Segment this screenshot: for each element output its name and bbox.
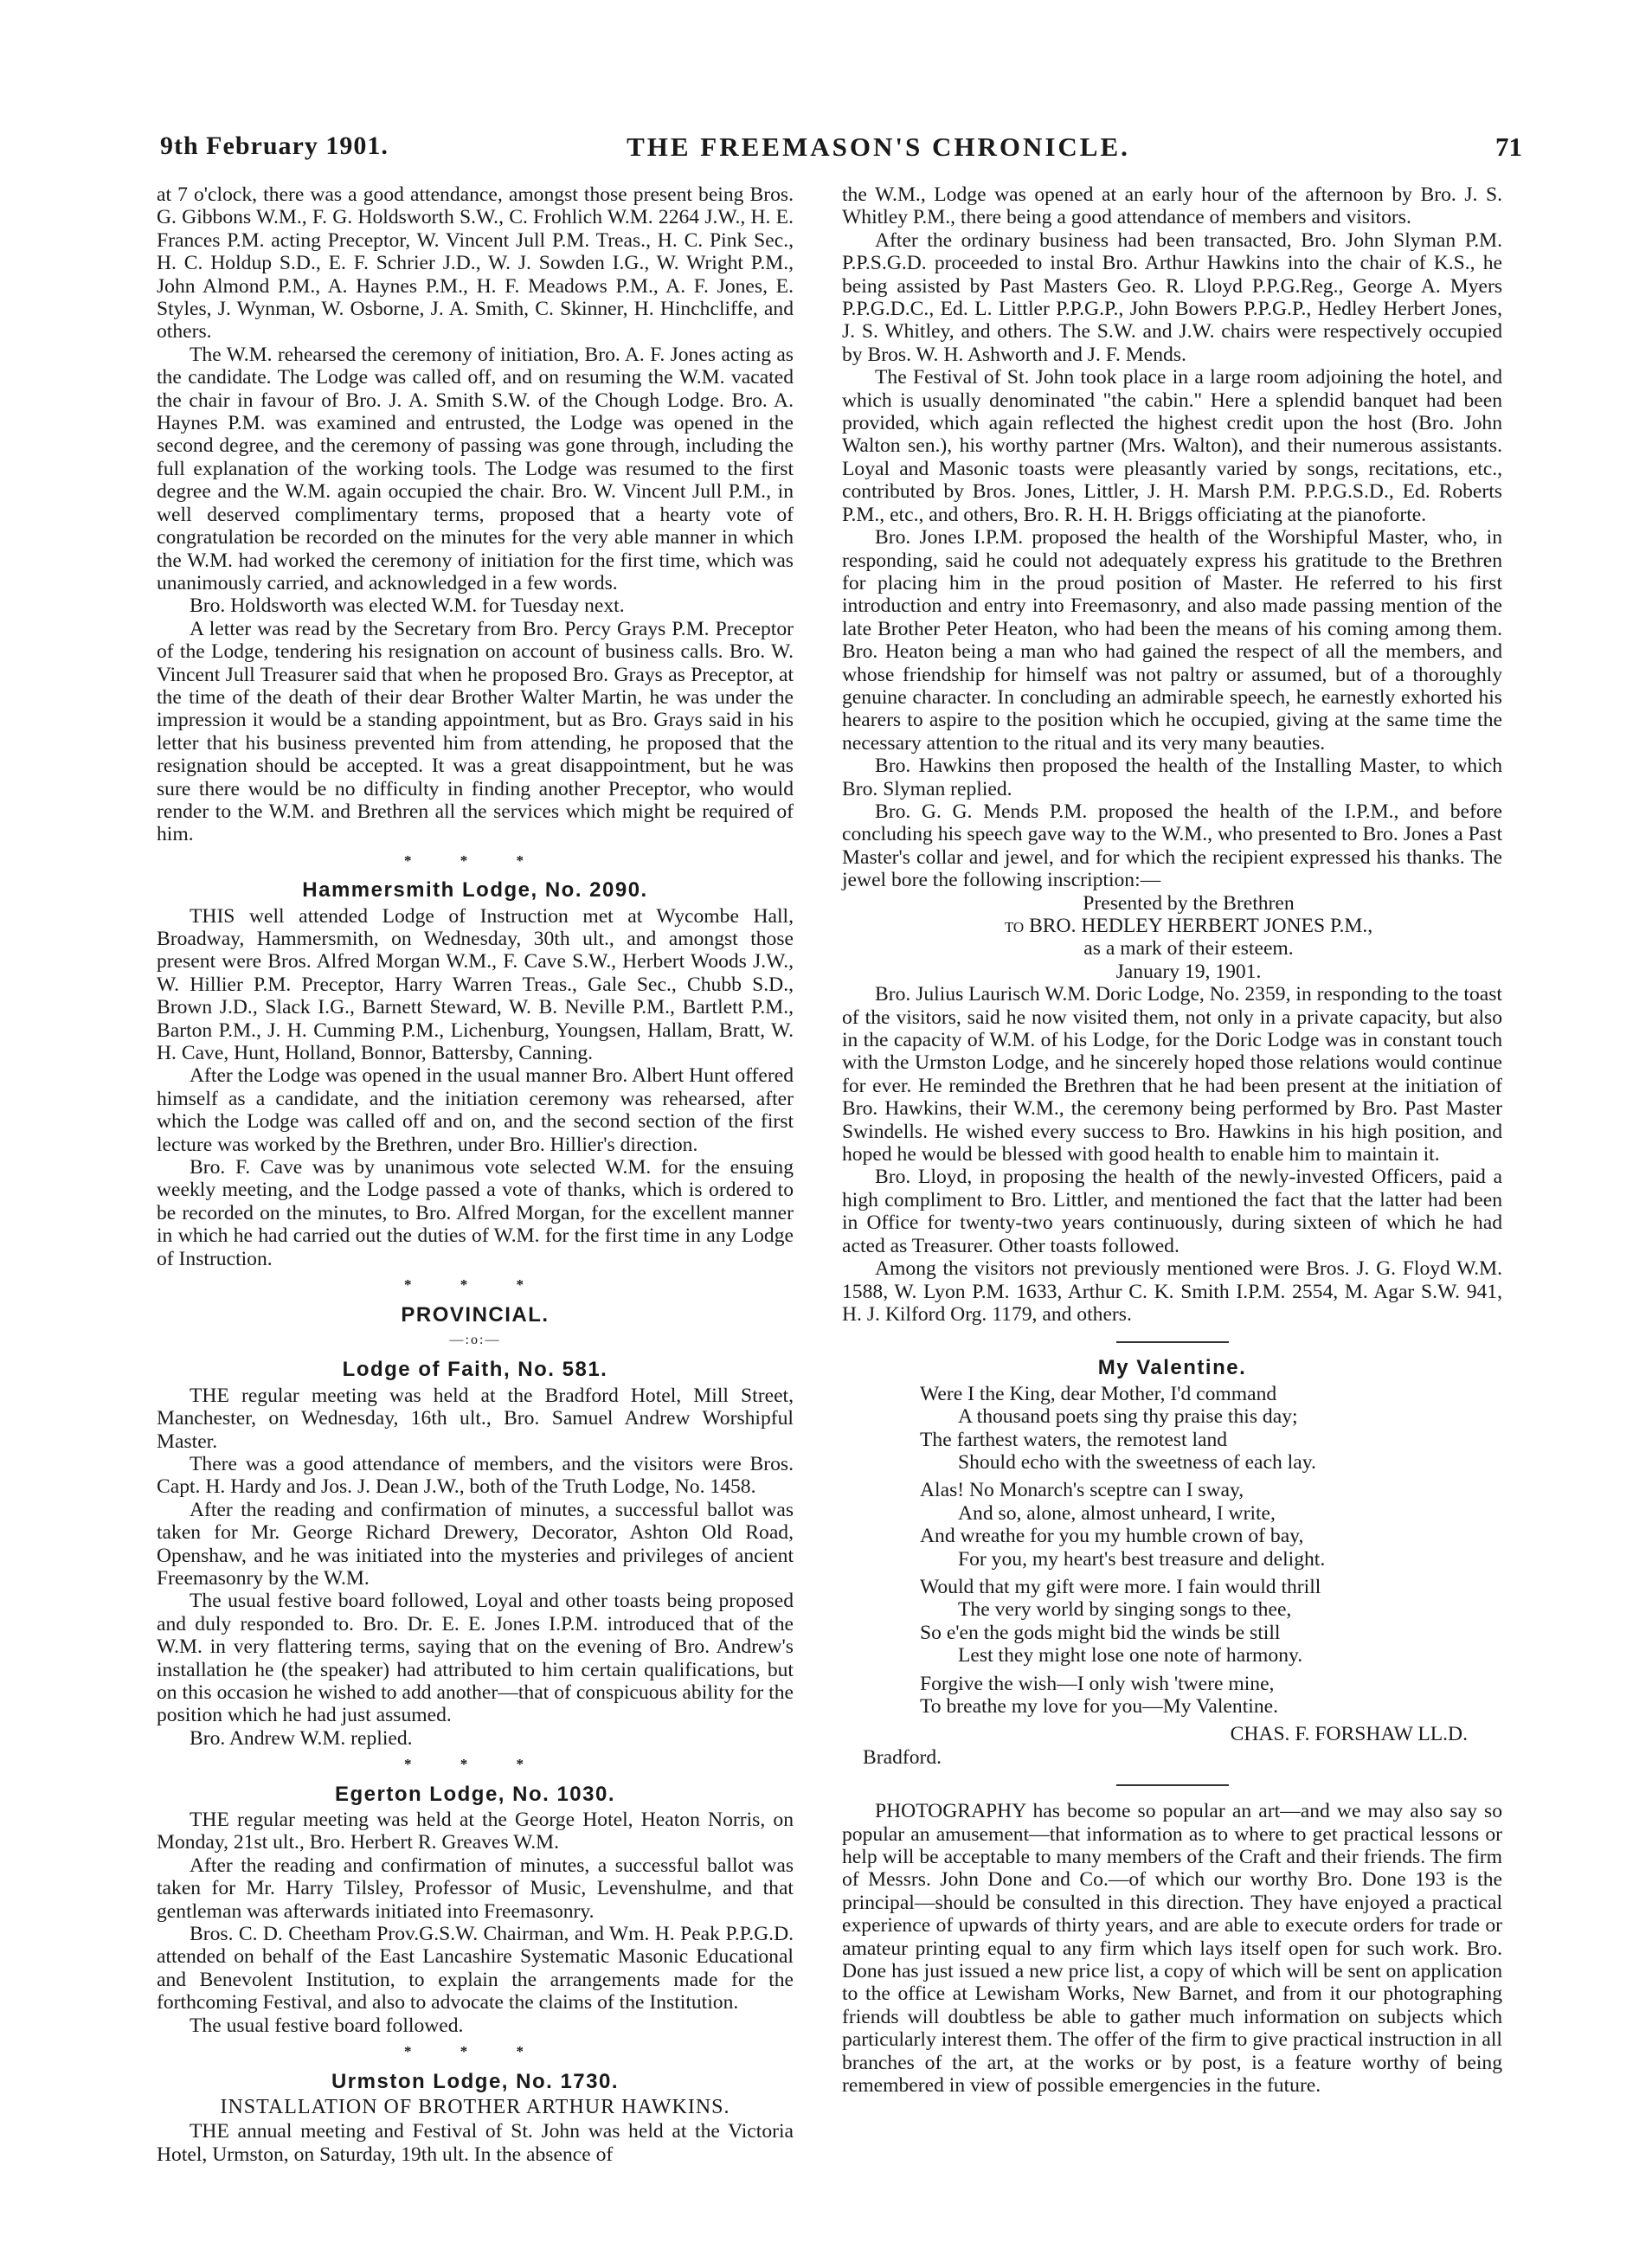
hammersmith-lodge-heading: Hammersmith Lodge, No. 2090. xyxy=(302,878,648,903)
paragraph: Bro. Hawkins then proposed the health of the Installing Master, to which Bro. Slyman replied. xyxy=(842,755,1502,800)
paragraph: Bro. Andrew W.M. replied. xyxy=(190,1726,413,1750)
right-column xyxy=(842,183,1502,2098)
paragraph: The W.M. rehearsed the ceremony of initiation, Bro. A. F. Jones acting as the candidate. The Lodge was called off, and on resuming the W.M. vacated the chair in favour of Bro. J. A. Smith S.W. of the Chough Lodge. Bro. A. Haynes P.M. was examined and entrusted, the Lodge was opened in the second degree, and the ceremony of passing was gone through, including the full explanation of the working tools. The Lodge was resumed to the first degree and the W.M. again occupied the chair. Bro. W. Vincent Jull P.M., in well deserved complimentary terms, proposed that a hearty vote of congratulation be recorded on the minutes for the very able manner in which the W.M. had worked the ceremony of initiation for the first time, which was unanimously carried, and acknowledged in a few words. xyxy=(157,343,794,594)
paragraph: Bro. Lloyd, in proposing the health of the newly-invested Officers, paid a high compliment to Bro. Littler, and mentioned the fact that the latter had been in Office for twenty-two years continuously, during sixteen of which he had acted as Treasurer. Other toasts followed. xyxy=(842,1166,1502,1257)
paragraph: The usual festive board followed. xyxy=(190,2014,464,2037)
page-header xyxy=(160,128,1522,171)
poem-line: And so, alone, almost unheard, I write, xyxy=(958,1501,1276,1525)
poem-stanza xyxy=(920,1673,1502,1719)
paragraph: THE regular meeting was held at the George Hotel, Heaton Norris, on Monday, 21st ult., Bro. Herbert R. Greaves W.M. xyxy=(157,1809,794,1854)
poem-line: Alas! No Monarch's sceptre can I sway, xyxy=(920,1479,1244,1502)
poem-line: A thousand poets sing thy praise this day; xyxy=(958,1405,1298,1429)
poem-line: Would that my gift were more. I fain would thrill xyxy=(920,1575,1321,1598)
poem-line: Should echo with the sweetness of each lay. xyxy=(958,1450,1316,1474)
paragraph: Among the visitors not previously mentioned were Bros. J. G. Floyd W.M. 1588, W. Lyon P.M. 1633, Arthur C. K. Smith I.P.M. 2554, M. Agar S.W. 941, H. J. Kilford Org. 1179, and others. xyxy=(842,1257,1502,1326)
publication-title: THE FREEMASON'S CHRONICLE. xyxy=(627,132,1130,162)
divider-rule xyxy=(1116,1784,1229,1786)
poem-body xyxy=(920,1383,1502,1719)
urmston-lodge-heading: Urmston Lodge, No. 1730. xyxy=(331,2069,620,2093)
egerton-lodge-heading: Egerton Lodge, No. 1030. xyxy=(334,1782,616,1806)
paragraph: Bro. F. Cave was by unanimous vote selected W.M. for the ensuing weekly meeting, and the Lodge passed a vote of thanks, which is ordered to be recorded on the minutes, to Bro. Alfred Morgan, for the excellent manner in which he had carried out the duties of W.M. for the first time in any Lodge of Instruction. xyxy=(157,1156,794,1270)
paragraph: Bro. Julius Laurisch W.M. Doric Lodge, No. 2359, in responding to the toast of the visitors, said he now visited them, not only in a private capacity, but also in the capacity of W.M. of his Lodge, for the Doric Lodge was in constant touch with the Urmston Lodge, and he sincerely hoped those relations would continue for ever. He reminded the Brethren that he had been present at the initiation of Bro. Hawkins, their W.M., the ceremony being performed by Bro. Past Master Swindells. He wished every success to Bro. Hawkins in his high position, and hoped he would be blessed with good health to enable him to maintain it. xyxy=(842,983,1502,1166)
poem-stanza xyxy=(920,1576,1502,1667)
paragraph: PHOTOGRAPHY has become so popular an art—and we may also say so popular an amusement—that information as to where to get practical lessons or help will be acceptable to many members of the Craft and their friends. The firm of Messrs. John Done and Co.—of which our worthy Bro. Done 193 is the principal—should be consulted in this direction. They have enjoyed a practical experience of upwards of thirty years, and are able to execute orders for trade or amateur printing equal to any firm which lays itself open for such work. Bro. Done has just issued a new price list, a copy of which will be sent on application to the office at Lewisham Works, New Barnet, and from it our photographing friends will doubtless be able to gather much information on subjects which particularly interest them. The offer of the firm to give practical instruction in all branches of the art, at the works or by post, is a feature worthy of being remembered in view of possible emergencies in the future. xyxy=(842,1800,1502,2098)
installation-subheading: INSTALLATION OF BROTHER ARTHUR HAWKINS. xyxy=(220,2095,730,2118)
paragraph: The Festival of St. John took place in a large room adjoining the hotel, and which is usually denominated "the cabin." Here a splendid banquet had been provided, which again reflected the highest credit upon the host (Bro. John Walton sen.), his worthy partner (Mrs. Walton), and their numerous assistants. Loyal and Masonic toasts were pleasantly varied by songs, recitations, etc., contributed by Bros. Jones, Littler, J. H. Marsh P.M. P.P.G.S.D., Ed. Roberts P.M., etc., and others, Bro. R. H. H. Briggs officiating at the pianoforte. xyxy=(842,366,1502,526)
paragraph: The usual festive board followed, Loyal and other toasts being proposed and duly responded to. Bro. Dr. E. E. Jones I.P.M. introduced that of the W.M. in very flattering terms, saying that on the evening of Bro. Andrew's installation he (the speaker) had attributed to him certain qualifications, but on this occasion he wished to add another—that of conspicuous ability for the position which he had just assumed. xyxy=(157,1590,794,1727)
page-number: 71 xyxy=(1495,132,1522,162)
paragraph: After the ordinary business had been transacted, Bro. John Slyman P.M. P.P.S.G.D. proceeded to instal Bro. Arthur Hawkins into the chair of K.S., he being assisted by Past Masters Geo. R. Lloyd P.P.G.Reg., George A. Myers P.P.G.D.C., Ed. L. Littler P.P.G.P., John Bowers P.P.G.P., Hedley Herbert Jones, J. S. Whitley, and others. The S.W. and J.W. chairs were respectively occupied by Bros. W. H. Ashworth and J. F. Mends. xyxy=(842,228,1502,366)
section-divider: * * * xyxy=(404,851,546,869)
poem-place: Bradford. xyxy=(863,1745,942,1769)
paragraph: THE regular meeting was held at the Bradford Hotel, Mill Street, Manchester, on Wednesday, 16th ult., Bro. Samuel Andrew Worshipful Master. xyxy=(157,1384,794,1453)
section-divider: * * * xyxy=(404,1756,546,1773)
inscription-line: to BRO. HEDLEY HERBERT JONES P.M., xyxy=(1004,915,1373,937)
poem-stanza xyxy=(920,1383,1502,1475)
poem-line: The very world by singing songs to thee, xyxy=(958,1598,1292,1622)
provincial-heading: PROVINCIAL. xyxy=(401,1302,550,1327)
provincial-separator: —:o:— xyxy=(449,1332,501,1347)
paragraph: A letter was read by the Secretary from Bro. Percy Grays P.M. Preceptor of the Lodge, tendering his resignation on account of business calls. Bro. W. Vincent Jull Treasurer said that when he proposed Bro. Grays as Preceptor, at the time of the death of their dear Brother Walter Martin, he was under the impression it would be a standing appointment, but as Bro. Grays said in his letter that his business prevented him from attending, he proposed that the resignation should be accepted. It was a great disappointment, but he was sure there would be no difficulty in finding another Preceptor, who would render to the W.M. and Brethren all the services which might be required of him. xyxy=(157,617,794,846)
section-divider: * * * xyxy=(404,2043,546,2060)
poem-line: For you, my heart's best treasure and delight. xyxy=(958,1547,1326,1571)
paragraph: Bros. C. D. Cheetham Prov.G.S.W. Chairman, and Wm. H. Peak P.P.G.D. attended on behalf of the East Lancashire Systematic Masonic Educational and Benevolent Institution, to explain the arrangements made for the forthcoming Festival, and also to advocate the claims of the Institution. xyxy=(157,1923,794,2014)
inscription-line: as a mark of their esteem. xyxy=(1083,937,1294,961)
paragraph: at 7 o'clock, there was a good attendance, amongst those present being Bros. G. Gibbons W.M., F. G. Holdsworth S.W., C. Frohlich W.M. 2264 J.W., H. E. Frances P.M. acting Preceptor, W. Vincent Jull P.M. Treas., H. C. Pink Sec., H. C. Holdup S.D., E. F. Schrier J.D., W. J. Sowden I.G., W. Wright P.M., John Almond P.M., A. Haynes P.M., H. F. Meadows P.M., A. F. Jones, E. Styles, J. Wynman, W. Osborne, J. A. Smith, C. Skinner, H. Hinchcliffe, and others. xyxy=(157,183,794,344)
poem-line: Forgive the wish—I only wish 'twere mine, xyxy=(920,1672,1275,1695)
inscription-line: January 19, 1901. xyxy=(1115,960,1262,983)
paragraph: Bro. Jones I.P.M. proposed the health of the Worshipful Master, who, in responding, said he could not adequately express his gratitude to the Brethren for placing him in the proud position of Master. He referred to his first introduction and entry into Freemasonry, and also made passing mention of the late Brother Peter Heaton, who had been the means of his coming among them. Bro. Heaton being a man who had gained the respect of all the members, and whose friendship for himself was not paltry or assumed, but of a thoroughly genuine character. In concluding an admirable speech, he earnestly exhorted his hearers to aspire to the position which he occupied, giving at the same time the necessary attention to the ritual and its very many beauties. xyxy=(842,526,1502,755)
poem-stanza xyxy=(920,1479,1502,1571)
poem-author: CHAS. F. FORSHAW LL.D. xyxy=(1230,1723,1468,1746)
left-column xyxy=(157,183,794,2166)
paragraph: After the Lodge was opened in the usual manner Bro. Albert Hunt offered himself as a candidate, and the initiation ceremony was rehearsed, after which the Lodge was called off and on, and the second section of the first lecture was worked by the Brethren, under Bro. Hillier's direction. xyxy=(157,1064,794,1156)
section-divider: * * * xyxy=(404,1276,546,1294)
paragraph: After the reading and confirmation of minutes, a successful ballot was taken for Mr. Harry Tilsley, Professor of Music, Levenshulme, and that gentleman was afterwards initiated into Freemasonry. xyxy=(157,1854,794,1923)
poem-line: Were I the King, dear Mother, I'd command xyxy=(920,1382,1277,1405)
issue-date: 9th February 1901. xyxy=(160,132,389,160)
paragraph: THE annual meeting and Festival of St. John was held at the Victoria Hotel, Urmston, on Saturday, 19th ult. In the absence of xyxy=(157,2120,794,2166)
poem-line: The farthest waters, the remotest land xyxy=(920,1428,1228,1451)
poem-line: And wreathe for you my humble crown of bay, xyxy=(920,1525,1304,1548)
poem-line: So e'en the gods might bid the winds be still xyxy=(920,1621,1281,1644)
paragraph: Bro. G. G. Mends P.M. proposed the health of the I.P.M., and before concluding his speech gave way to the W.M., who presented to Bro. Jones a Past Master's collar and jewel, and for which the recipient expressed his thanks. The jewel bore the following inscription:— xyxy=(842,800,1502,892)
lodge-of-faith-heading: Lodge of Faith, No. 581. xyxy=(342,1358,608,1382)
jewel-inscription xyxy=(842,892,1502,984)
poem-title: My Valentine. xyxy=(1097,1356,1247,1380)
poem-line: To breathe my love for you—My Valentine. xyxy=(920,1695,1278,1718)
poem-line: Lest they might lose one note of harmony. xyxy=(958,1644,1303,1667)
paragraph: After the reading and confirmation of minutes, a successful ballot was taken for Mr. George Richard Drewery, Decorator, Ashton Old Road, Openshaw, and he was initiated into the mysteries and privileges of ancient Freemasonry by the W.M. xyxy=(157,1498,794,1590)
divider-rule xyxy=(1116,1341,1229,1343)
paragraph: THIS well attended Lodge of Instruction met at Wycombe Hall, Broadway, Hammersmith, on Wednesday, 30th ult., and amongst those present were Bros. Alfred Morgan W.M., F. Cave S.W., Herbert Woods J.W., W. Hillier P.M. Preceptor, Harry Warren Treas., Gale Sec., Chubb S.D., Brown J.D., Slack I.G., Barnett Steward, W. B. Neville P.M., Bartlett P.M., Barton P.M., J. H. Cumming P.M., Lichenburg, Youngsen, Hallam, Bratt, W. H. Cave, Hunt, Holland, Bonnor, Battersby, Canning. xyxy=(157,904,794,1065)
inscription-line: Presented by the Brethren xyxy=(1083,891,1295,915)
paragraph: Bro. Holdsworth was elected W.M. for Tuesday next. xyxy=(190,594,625,618)
paragraph: There was a good attendance of members, and the visitors were Bros. Capt. H. Hardy and Jos. J. Dean J.W., both of the Truth Lodge, No. 1458. xyxy=(157,1452,794,1499)
paragraph: the W.M., Lodge was opened at an early hour of the afternoon by Bro. J. S. Whitley P.M., there being a good attendance of members and visitors. xyxy=(842,183,1502,229)
